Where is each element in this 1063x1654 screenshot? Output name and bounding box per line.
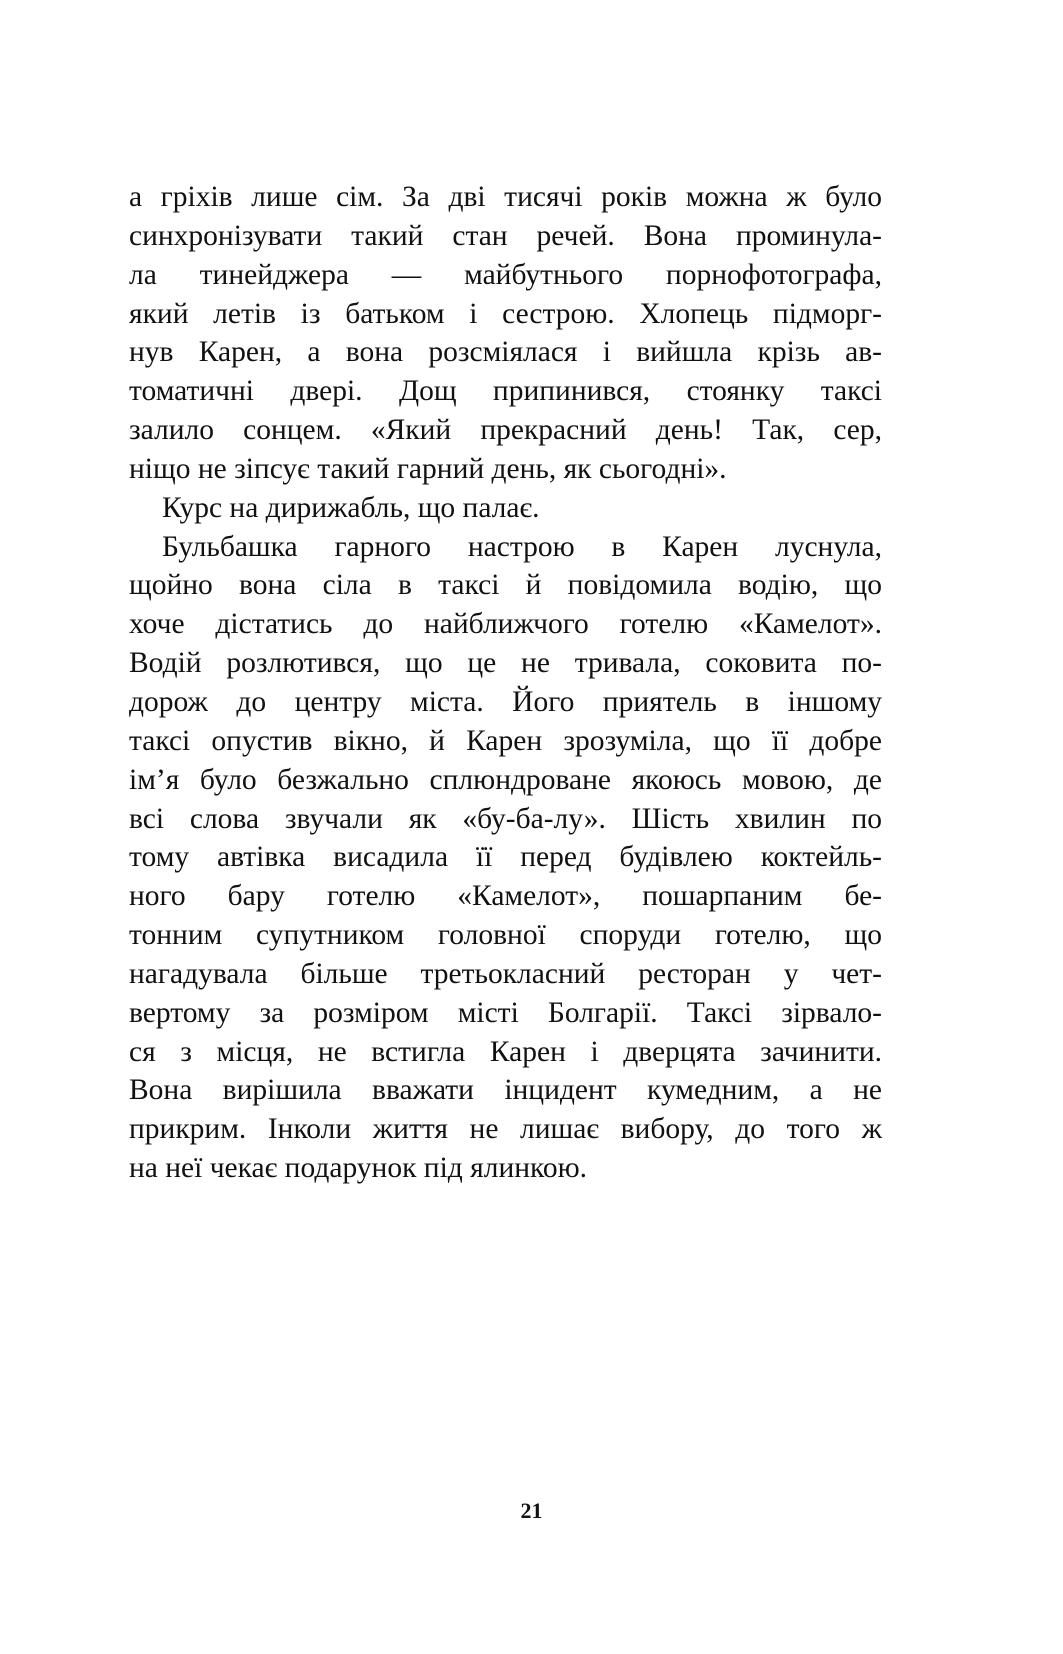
text-line: ся з місця, не встигла Карен і дверцята зачинити.: [129, 1035, 882, 1068]
text-line: хоче дістатись до найближчого готелю «Камелот».: [129, 608, 882, 641]
text-line: ного бару готелю «Камелот», пошарпаним бе-: [129, 880, 882, 913]
text-line: вертому за розміром місті Болгарії. Таксі зірвало-: [129, 996, 882, 1029]
text-line: прикрим. Інколи життя не лишає вибору, до того ж: [129, 1113, 882, 1146]
text-line: Вона вирішила вважати інцидент кумедним, а не: [129, 1074, 882, 1107]
text-line: всі слова звучали як «бу-ба-лу». Шість хвилин по: [129, 802, 882, 835]
text-line: тонним супутником головної споруди готелю, що: [129, 919, 882, 952]
paragraph-start-line: Курс на дирижабль, що палає.: [162, 491, 540, 524]
text-line: Водій розлютився, що це не тривала, соковита по-: [129, 647, 882, 680]
page-number: 21: [520, 1498, 543, 1523]
text-line: тому автівка висадила її перед будівлею коктейль-: [129, 841, 882, 874]
text-line: нув Карен, а вона розсміялася і вийшла крізь ав-: [129, 336, 882, 369]
text-line: нагадувала більше третьокласний ресторан у чет-: [129, 957, 882, 990]
text-line: на неї чекає подарунок під ялинкою.: [129, 1152, 588, 1185]
text-line: а гріхів лише сім. За дві тисячі років можна ж було: [129, 181, 882, 213]
text-line: дорож до центру міста. Його приятель в іншому: [129, 685, 882, 718]
text-line: який летів із батьком і сестрою. Хлопець підморг-: [129, 297, 882, 330]
text-line: томатичні двері. Дощ припинився, стоянку таксі: [129, 375, 882, 408]
body-text: [129, 178, 882, 1188]
text-line: ніщо не зіпсує такий гарний день, як сьогодні».: [129, 452, 727, 485]
text-line: ім’я було безжально сплюндроване якоюсь мовою, де: [129, 763, 882, 796]
paragraph-start-line: Бульбашка гарного настрою в Карен луснула,: [162, 530, 882, 563]
text-line: синхронізувати такий стан речей. Вона проминула-: [129, 219, 882, 252]
text-line: щойно вона сіла в таксі й повідомила водію, що: [129, 569, 882, 602]
text-line: ла тинейджера — майбутнього порнофотографа,: [129, 258, 882, 291]
text-line: залило сонцем. «Який прекрасний день! Так, сер,: [129, 414, 882, 447]
text-line: таксі опустив вікно, й Карен зрозуміла, що її добре: [129, 724, 882, 757]
